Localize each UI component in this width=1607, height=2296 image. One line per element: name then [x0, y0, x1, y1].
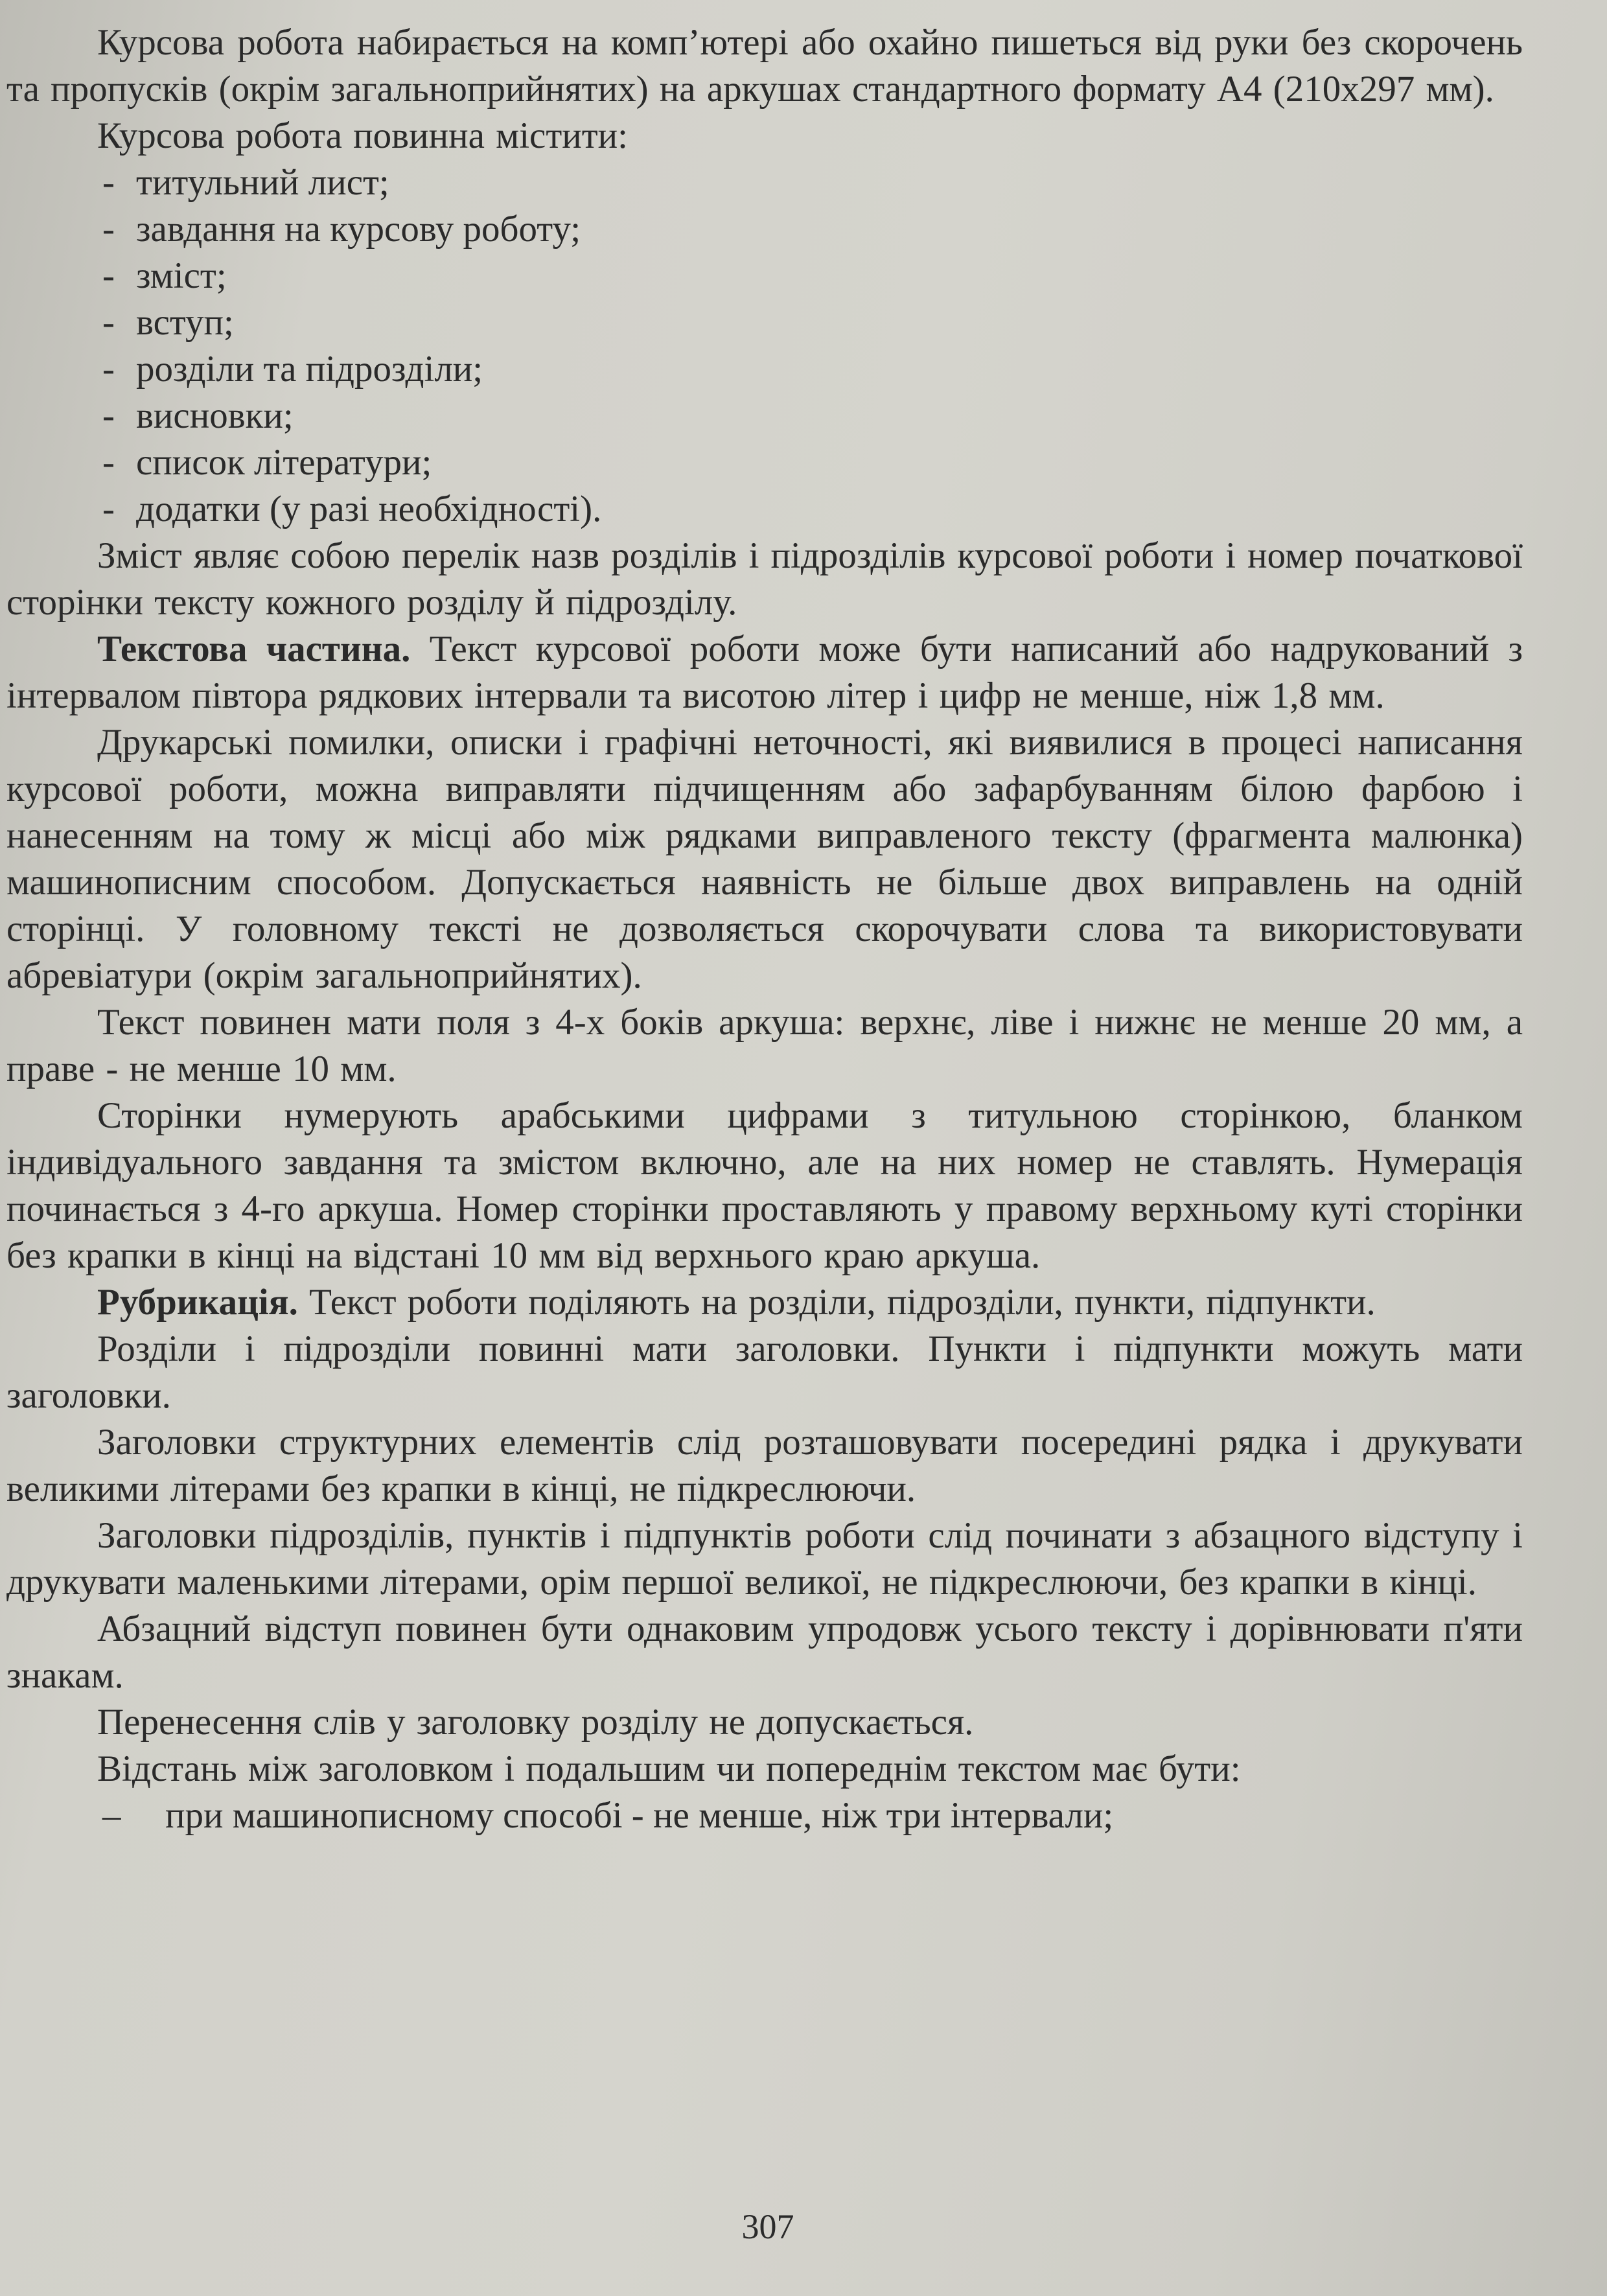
paragraph-subsection-headings: Заголовки підрозділів, пунктів і підпунктів роботи слід починати з абзацного відступу і друкувати маленькими літерами, орім першої великої, не підкреслюючи, без крапки в кінці.	[6, 1515, 1523, 1603]
paragraph-hyphenation: Перенесення слів у заголовку розділу не допускається.	[97, 1702, 974, 1743]
paragraph-text-part	[6, 626, 1523, 719]
page-number: 307	[741, 2207, 794, 2246]
section-heading-rubrication: Рубрикація.	[97, 1282, 298, 1323]
paragraph-contents-intro: Курсова робота повинна містити:	[97, 115, 628, 156]
list-item: - список літератури;	[6, 439, 1523, 486]
paragraph-rubrication-body: Текст роботи поділяють на розділи, підрозділи, пункти, підпункти.	[297, 1282, 1376, 1323]
paragraph-corrections: Друкарські помилки, описки і графічні неточності, які виявилися в процесі написання курсової роботи, можна виправляти підчищенням або зафарбуванням білою фарбою і нанесенням на тому ж місці або між рядками виправленого тексту (фрагмента малюнка) машинописним способом. Допускається наявність не більше двох виправлень на одній сторінці. У головному тексті не дозволяється скорочувати слова та використовувати абревіатури (окрім загальноприйнятих).	[6, 722, 1523, 996]
list-item: - висновки;	[6, 393, 1523, 439]
paragraph-page-numbering: Сторінки нумерують арабськими цифрами з титульною сторінкою, бланком індивідуального завдання та змістом включно, але на них номер не ставлять. Нумерація починається з 4-го аркуша. Номер сторінки проставляють у правому верхньому куті сторінки без крапки в кінці на відстані 10 мм від верхнього краю аркуша.	[6, 1095, 1523, 1276]
contents-list	[6, 159, 1523, 533]
list-item: - титульний лист;	[6, 159, 1523, 206]
paragraph-structural-headings: Заголовки структурних елементів слід розташовувати посередині рядка і друкувати великими літерами без крапки в кінці, не підкреслюючи.	[6, 1422, 1523, 1509]
paragraph-indent: Абзацний відступ повинен бути однаковим упродовж усього тексту і дорівнювати п'яти знакам.	[6, 1608, 1523, 1696]
list-item: - завдання на курсову роботу;	[6, 206, 1523, 253]
section-heading-text-part: Текстова частина.	[97, 629, 411, 669]
paragraph-heading-spacing: Відстань між заголовком і подальшим чи попереднім текстом має бути:	[97, 1748, 1241, 1789]
list-item: - зміст;	[6, 253, 1523, 299]
list-item: – при машинописному способі - не менше, ніж три інтервали;	[6, 1792, 1523, 1839]
list-item: - вступ;	[6, 299, 1523, 346]
paragraph-table-of-contents: Зміст являє собою перелік назв розділів і підрозділів курсової роботи і номер початкової сторінки тексту кожного розділу й підрозділу.	[6, 535, 1523, 623]
paragraph-headings: Розділи і підрозділи повинні мати заголовки. Пункти і підпункти можуть мати заголовки.	[6, 1328, 1523, 1416]
page-text	[6, 19, 1523, 1839]
paragraph-format-requirements: Курсова робота набирається на комп’ютері або охайно пишеться від руки без скорочень та пропусків (окрім загальноприйнятих) на аркушах стандартного формату А4 (210х297 мм).	[6, 22, 1523, 110]
paragraph-rubrication	[6, 1279, 1523, 1326]
paragraph-text-part-body: Текст курсової роботи може бути написаний або надрукований з інтервалом півтора рядкових інтервали та висотою літер і цифр не менше, ніж 1,8 мм.	[6, 629, 1523, 716]
paragraph-margins: Текст повинен мати поля з 4-х боків аркуша: верхнє, ліве і нижнє не менше 20 мм, а праве - не менше 10 мм.	[6, 1002, 1523, 1089]
spacing-list	[6, 1792, 1523, 1839]
list-item: - додатки (у разі необхідності).	[6, 486, 1523, 533]
list-item: - розділи та підрозділи;	[6, 346, 1523, 393]
